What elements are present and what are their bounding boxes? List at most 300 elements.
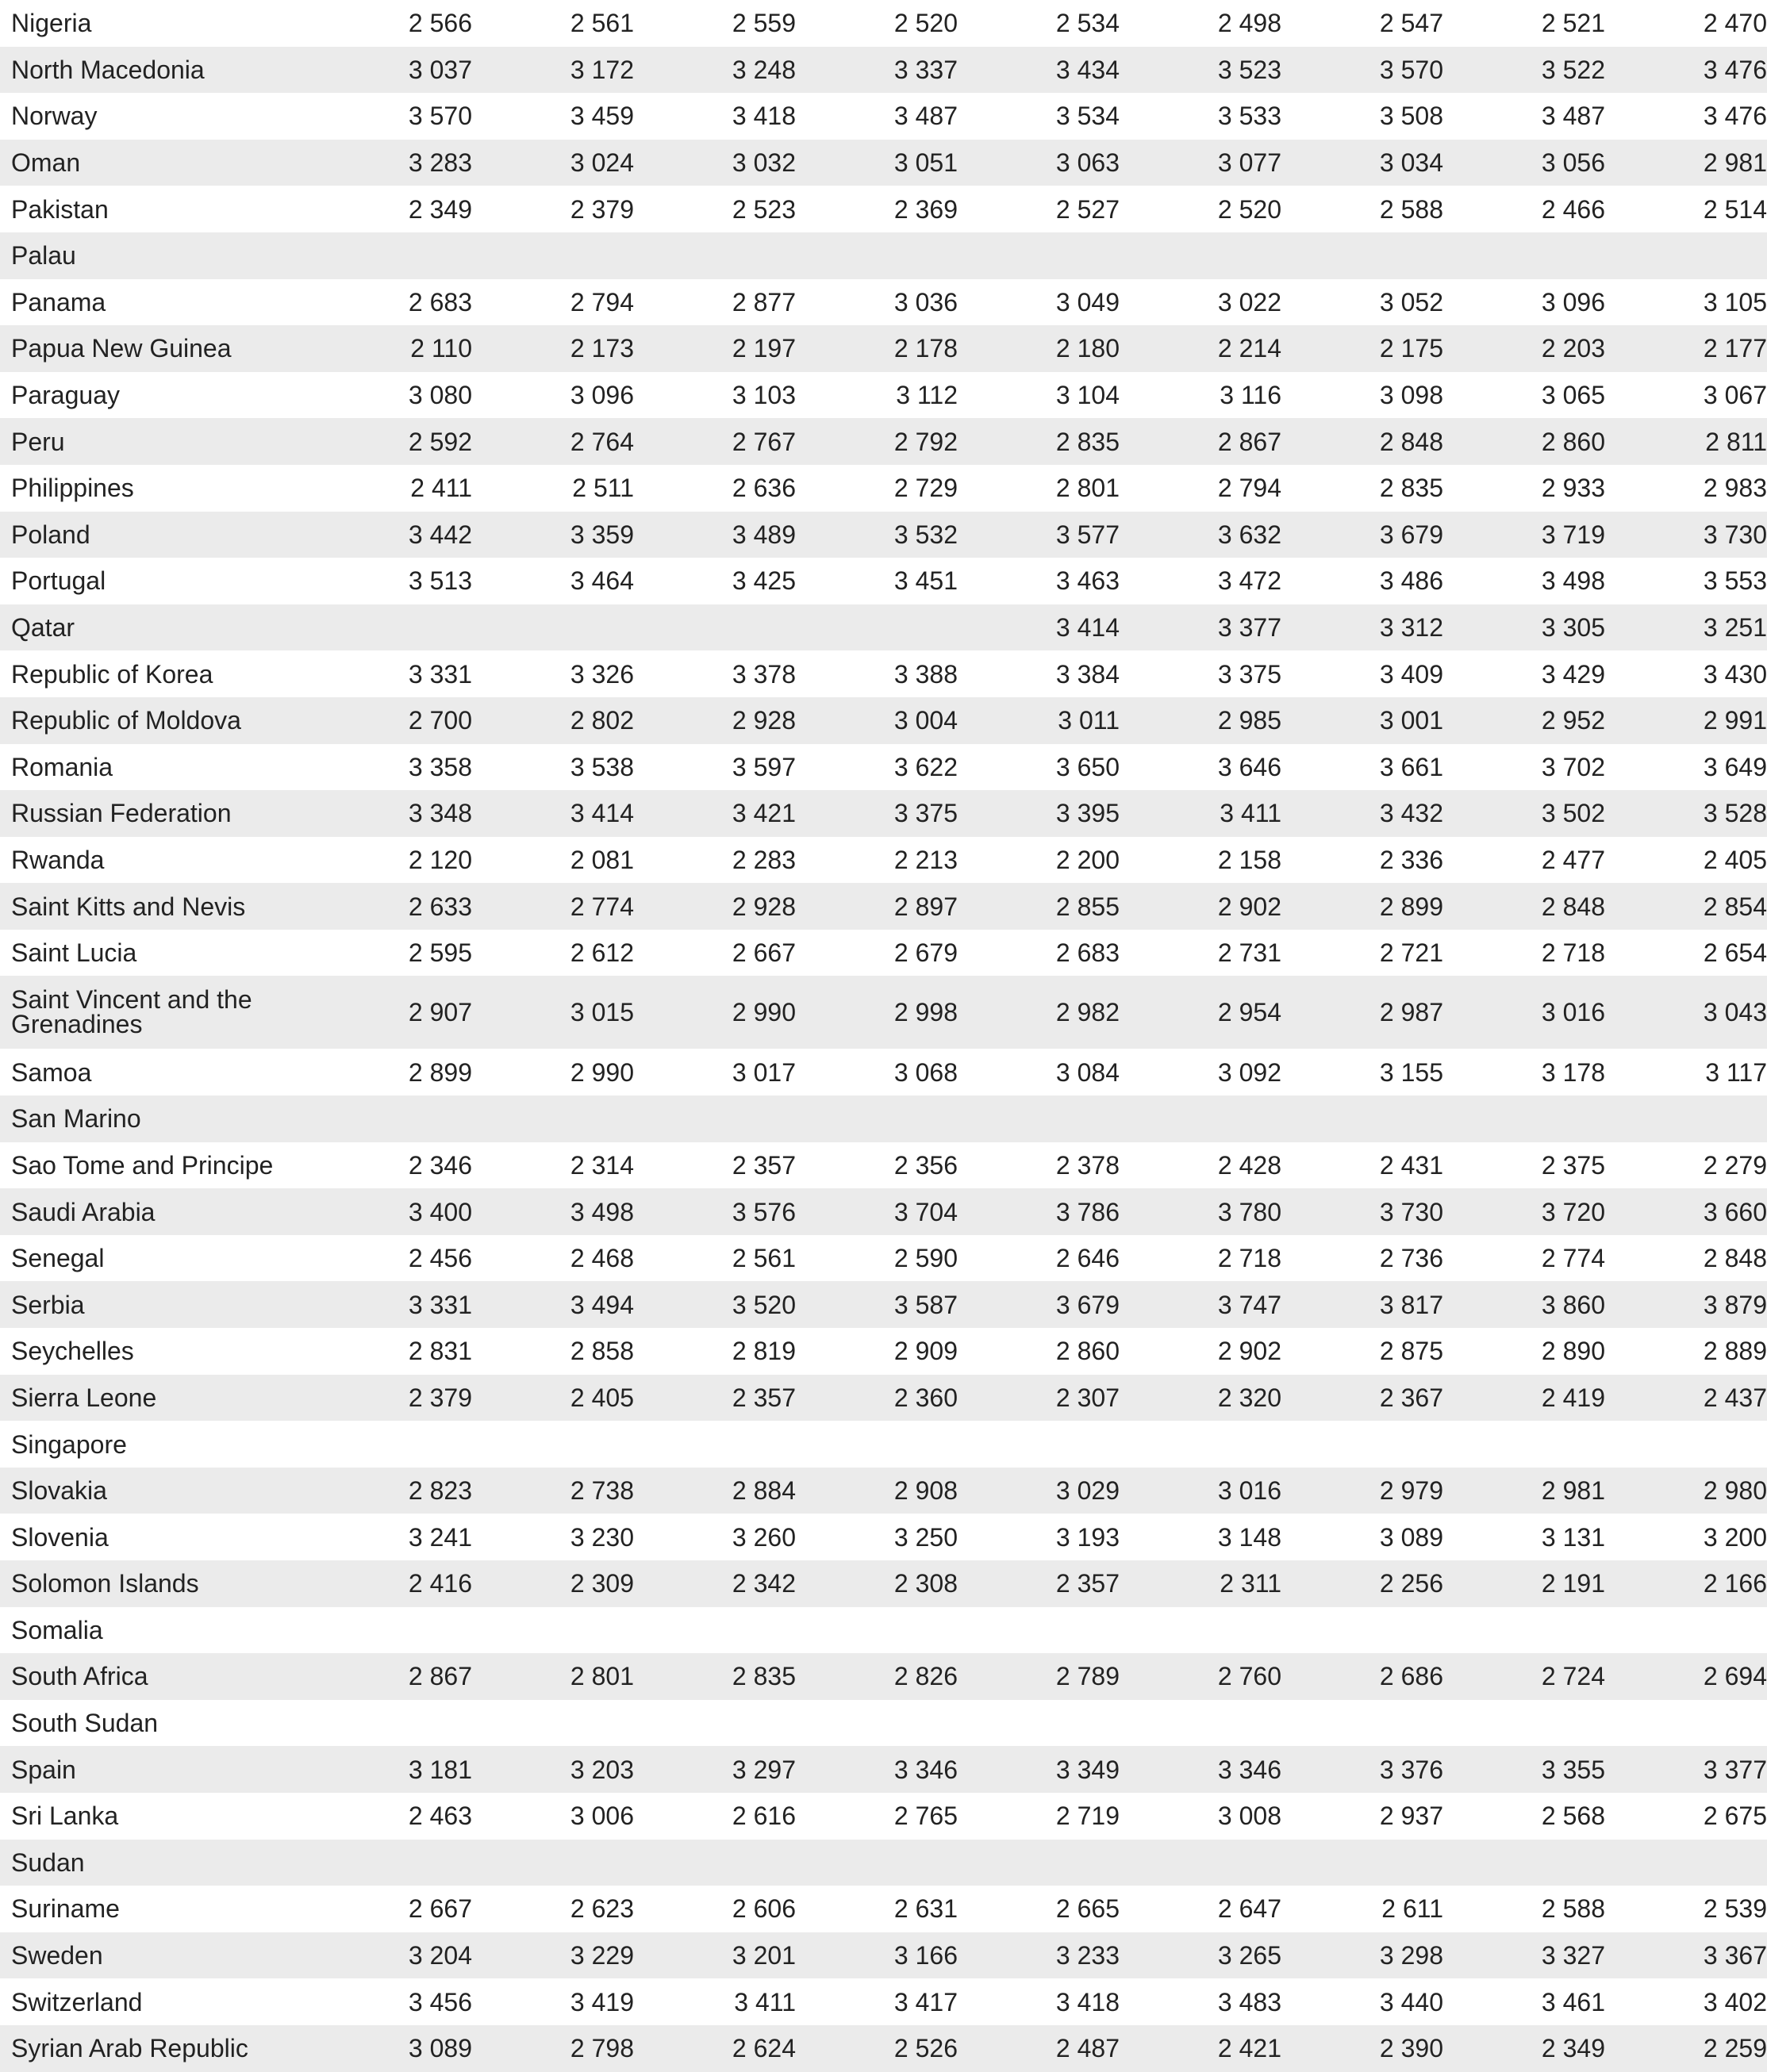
value-text: 3 432 (1379, 799, 1443, 828)
value-cell (1605, 512, 1767, 558)
value-text: 2 860 (1541, 427, 1605, 456)
value-cell (958, 558, 1120, 604)
value-text: 3 117 (1705, 1057, 1767, 1087)
value-cell (1281, 1421, 1443, 1468)
value-cell (1281, 837, 1443, 884)
value-cell (958, 232, 1120, 279)
value-cell (472, 0, 634, 47)
value-cell (958, 2025, 1120, 2072)
value-cell (1443, 325, 1605, 372)
value-text: 2 405 (570, 1383, 634, 1412)
value-cell (310, 1607, 472, 1654)
country-cell: Saint Lucia (0, 930, 310, 977)
value-text: 2 588 (1379, 194, 1443, 224)
value-cell (796, 1235, 958, 1282)
value-text: 3 104 (1055, 381, 1120, 410)
value-text: 2 283 (732, 845, 796, 874)
country-cell: Paraguay (0, 372, 310, 419)
value-text: 2 561 (732, 1244, 796, 1273)
country-cell: Spain (0, 1746, 310, 1793)
table-row (0, 837, 1767, 884)
value-cell (958, 0, 1120, 47)
value-text: 3 538 (570, 752, 634, 781)
value-cell (1281, 325, 1443, 372)
value-cell (472, 325, 634, 372)
value-cell (472, 1700, 634, 1747)
value-cell (634, 1188, 796, 1235)
value-cell (1120, 140, 1281, 186)
value-cell (1443, 418, 1605, 465)
value-cell (472, 1049, 634, 1095)
value-cell (310, 837, 472, 884)
value-text: 2 718 (1217, 1244, 1281, 1273)
value-cell (1605, 418, 1767, 465)
value-text: 2 792 (893, 427, 958, 456)
value-text: 3 312 (1379, 613, 1443, 643)
value-text: 2 890 (1541, 1337, 1605, 1366)
value-cell (472, 279, 634, 326)
value-cell (1443, 1560, 1605, 1607)
value-text: 2 854 (1703, 892, 1767, 921)
value-cell (1120, 697, 1281, 744)
value-text: 2 428 (1217, 1150, 1281, 1180)
value-text: 2 514 (1703, 194, 1767, 224)
value-cell (310, 1328, 472, 1375)
value-cell (310, 512, 472, 558)
value-text: 2 437 (1703, 1383, 1767, 1412)
value-cell (796, 1328, 958, 1375)
value-text: 2 867 (408, 1662, 472, 1691)
value-cell (1120, 465, 1281, 512)
value-cell (1281, 1328, 1443, 1375)
value-cell (796, 1514, 958, 1560)
value-cell (1281, 1932, 1443, 1979)
value-cell (1120, 1188, 1281, 1235)
value-text: 2 421 (1217, 2034, 1281, 2063)
value-text: 2 823 (408, 1476, 472, 1506)
value-cell (1120, 1793, 1281, 1840)
value-cell (310, 1840, 472, 1886)
value-cell (958, 837, 1120, 884)
value-text: 2 214 (1217, 334, 1281, 363)
value-text: 2 213 (893, 845, 958, 874)
value-text: 2 256 (1379, 1569, 1443, 1598)
value-cell (958, 1421, 1120, 1468)
value-cell (472, 883, 634, 930)
value-cell (634, 1607, 796, 1654)
value-cell (796, 1932, 958, 1979)
value-text: 2 667 (408, 1894, 472, 1924)
value-text: 2 367 (1379, 1383, 1443, 1412)
table-row (0, 93, 1767, 140)
value-cell (1443, 1840, 1605, 1886)
value-text: 2 307 (1055, 1383, 1120, 1412)
value-cell (1605, 1142, 1767, 1189)
value-text: 2 523 (732, 194, 796, 224)
value-cell (634, 790, 796, 837)
value-text: 3 375 (893, 799, 958, 828)
country-cell: Sweden (0, 1932, 310, 1979)
value-cell (1281, 697, 1443, 744)
value-text: 2 158 (1217, 845, 1281, 874)
value-text: 2 360 (893, 1383, 958, 1412)
value-cell (1120, 1746, 1281, 1793)
value-cell (634, 1700, 796, 1747)
value-cell (1443, 1886, 1605, 1932)
value-text: 3 483 (1217, 1987, 1281, 2016)
value-text: 3 052 (1379, 287, 1443, 317)
value-text: 2 526 (893, 2034, 958, 2063)
value-cell (1443, 930, 1605, 977)
country-cell: Nigeria (0, 0, 310, 47)
value-text: 2 765 (893, 1801, 958, 1831)
value-text: 3 378 (732, 659, 796, 689)
value-cell (1281, 1375, 1443, 1422)
value-cell (796, 1653, 958, 1700)
value-text: 3 084 (1055, 1057, 1120, 1087)
value-cell (1443, 1421, 1605, 1468)
country-cell: Sierra Leone (0, 1375, 310, 1422)
table-row (0, 1468, 1767, 1514)
country-cell: Palau (0, 232, 310, 279)
value-text: 3 067 (1703, 381, 1767, 410)
value-cell (634, 976, 796, 1049)
value-cell (634, 697, 796, 744)
value-text: 2 718 (1541, 938, 1605, 968)
value-text: 3 051 (893, 148, 958, 178)
value-text: 2 700 (408, 706, 472, 735)
value-cell (634, 140, 796, 186)
value-cell (958, 1886, 1120, 1932)
country-cell: Rwanda (0, 837, 310, 884)
value-cell (472, 1281, 634, 1328)
value-cell (1443, 2025, 1605, 2072)
value-text: 2 311 (1220, 1569, 1281, 1598)
value-text: 3 587 (893, 1290, 958, 1319)
value-cell (1605, 604, 1767, 651)
value-cell (310, 744, 472, 791)
value-cell (1443, 1375, 1605, 1422)
value-text: 3 015 (570, 998, 634, 1027)
value-cell (796, 186, 958, 232)
value-cell (310, 1653, 472, 1700)
table-row (0, 697, 1767, 744)
value-cell (1605, 1746, 1767, 1793)
value-text: 3 456 (408, 1987, 472, 2016)
value-cell (634, 744, 796, 791)
value-text: 2 369 (893, 194, 958, 224)
value-text: 3 649 (1703, 752, 1767, 781)
value-text: 3 476 (1703, 102, 1767, 131)
value-cell (310, 186, 472, 232)
value-text: 2 899 (408, 1057, 472, 1087)
value-cell (958, 1328, 1120, 1375)
value-cell (1120, 1840, 1281, 1886)
value-text: 2 411 (410, 474, 472, 503)
value-cell (1605, 1468, 1767, 1514)
value-text: 3 817 (1379, 1290, 1443, 1319)
value-cell (1281, 1468, 1443, 1514)
country-cell: South Africa (0, 1653, 310, 1700)
value-cell (1281, 1840, 1443, 1886)
value-cell (310, 1095, 472, 1142)
value-cell (1605, 1514, 1767, 1560)
value-text: 3 502 (1541, 799, 1605, 828)
value-text: 3 704 (893, 1197, 958, 1226)
value-text: 2 990 (570, 1057, 634, 1087)
value-cell (310, 1932, 472, 1979)
value-text: 3 747 (1217, 1290, 1281, 1319)
value-cell (310, 1700, 472, 1747)
value-cell (1281, 790, 1443, 837)
value-cell (1605, 1607, 1767, 1654)
value-cell (310, 1560, 472, 1607)
value-cell (310, 650, 472, 697)
value-text: 3 001 (1379, 706, 1443, 735)
value-cell (310, 930, 472, 977)
value-text: 2 346 (408, 1150, 472, 1180)
value-cell (958, 604, 1120, 651)
value-text: 2 390 (1379, 2034, 1443, 2063)
country-cell: Portugal (0, 558, 310, 604)
value-text: 3 553 (1703, 566, 1767, 596)
value-text: 3 632 (1217, 520, 1281, 549)
value-text: 3 719 (1541, 520, 1605, 549)
value-text: 3 430 (1703, 659, 1767, 689)
value-cell (472, 930, 634, 977)
value-text: 2 767 (732, 427, 796, 456)
value-text: 3 089 (408, 2034, 472, 2063)
value-cell (310, 325, 472, 372)
value-cell (472, 47, 634, 94)
value-cell (1443, 790, 1605, 837)
value-text: 2 342 (732, 1569, 796, 1598)
table-row (0, 279, 1767, 326)
value-cell (1605, 465, 1767, 512)
value-cell (1120, 976, 1281, 1049)
table-row (0, 790, 1767, 837)
value-cell (1443, 512, 1605, 558)
table-row (0, 650, 1767, 697)
value-text: 3 388 (893, 659, 958, 689)
value-cell (1443, 0, 1605, 47)
value-text: 3 597 (732, 752, 796, 781)
value-text: 3 464 (570, 566, 634, 596)
value-text: 3 498 (1541, 566, 1605, 596)
value-text: 3 523 (1217, 55, 1281, 84)
value-cell (1443, 744, 1605, 791)
value-cell (472, 372, 634, 419)
table-row (0, 558, 1767, 604)
value-cell (472, 186, 634, 232)
value-text: 3 414 (1055, 613, 1120, 643)
value-text: 2 736 (1379, 1244, 1443, 1273)
value-cell (958, 976, 1120, 1049)
value-text: 3 780 (1217, 1197, 1281, 1226)
value-cell (634, 1281, 796, 1328)
value-cell (1605, 558, 1767, 604)
table-row (0, 1095, 1767, 1142)
value-text: 2 647 (1217, 1894, 1281, 1924)
value-cell (472, 1932, 634, 1979)
value-cell (958, 47, 1120, 94)
value-cell (1281, 0, 1443, 47)
value-text: 2 654 (1703, 938, 1767, 968)
value-text: 3 346 (1217, 1755, 1281, 1784)
value-cell (1281, 1188, 1443, 1235)
value-cell (472, 232, 634, 279)
value-cell (796, 1607, 958, 1654)
value-text: 2 520 (1217, 194, 1281, 224)
value-text: 2 633 (408, 892, 472, 921)
country-cell: Poland (0, 512, 310, 558)
country-cell: Solomon Islands (0, 1560, 310, 1607)
value-text: 2 679 (893, 938, 958, 968)
country-cell: Slovenia (0, 1514, 310, 1560)
value-text: 2 979 (1379, 1476, 1443, 1506)
value-cell (1281, 976, 1443, 1049)
value-text: 3 034 (1379, 148, 1443, 178)
value-cell (1120, 1328, 1281, 1375)
value-cell (472, 558, 634, 604)
value-cell (1605, 1375, 1767, 1422)
value-text: 2 375 (1541, 1150, 1605, 1180)
value-cell (1281, 883, 1443, 930)
value-cell (1281, 186, 1443, 232)
table-row (0, 186, 1767, 232)
value-cell (472, 790, 634, 837)
country-cell: Peru (0, 418, 310, 465)
value-text: 2 590 (893, 1244, 958, 1273)
value-cell (796, 0, 958, 47)
value-text: 3 229 (570, 1941, 634, 1970)
value-cell (958, 372, 1120, 419)
value-cell (1443, 1793, 1605, 1840)
value-text: 2 431 (1379, 1150, 1443, 1180)
value-text: 2 801 (570, 1662, 634, 1691)
value-text: 3 241 (408, 1522, 472, 1552)
value-cell (634, 2025, 796, 2072)
value-text: 2 349 (408, 194, 472, 224)
value-cell (634, 465, 796, 512)
value-cell (472, 976, 634, 1049)
value-cell (634, 186, 796, 232)
value-text: 2 729 (893, 474, 958, 503)
value-cell (310, 1188, 472, 1235)
value-cell (1120, 883, 1281, 930)
value-text: 2 616 (732, 1801, 796, 1831)
value-text: 3 105 (1703, 287, 1767, 317)
value-cell (1443, 697, 1605, 744)
value-cell (958, 650, 1120, 697)
value-cell (1281, 1700, 1443, 1747)
value-cell (310, 1049, 472, 1095)
value-text: 3 148 (1217, 1522, 1281, 1552)
value-text: 3 029 (1055, 1476, 1120, 1506)
value-text: 2 801 (1055, 474, 1120, 503)
value-text: 2 203 (1541, 334, 1605, 363)
value-text: 3 425 (732, 566, 796, 596)
country-cell: South Sudan (0, 1700, 310, 1747)
value-cell (472, 1235, 634, 1282)
value-cell (1120, 1886, 1281, 1932)
value-cell (310, 47, 472, 94)
value-cell (1605, 1281, 1767, 1328)
value-cell (472, 604, 634, 651)
value-cell (1443, 1328, 1605, 1375)
value-cell (1605, 1188, 1767, 1235)
value-cell (1443, 1142, 1605, 1189)
value-text: 2 987 (1379, 998, 1443, 1027)
value-cell (1443, 186, 1605, 232)
value-cell (1605, 650, 1767, 697)
value-cell (634, 1932, 796, 1979)
value-text: 2 907 (408, 998, 472, 1027)
value-text: 2 120 (408, 845, 472, 874)
value-cell (634, 1235, 796, 1282)
country-cell: Suriname (0, 1886, 310, 1932)
value-text: 3 006 (570, 1801, 634, 1831)
value-text: 2 588 (1541, 1894, 1605, 1924)
table-row (0, 465, 1767, 512)
value-cell (1120, 1095, 1281, 1142)
value-cell (1443, 1235, 1605, 1282)
country-cell: Saint Kitts and Nevis (0, 883, 310, 930)
value-cell (1443, 372, 1605, 419)
value-text: 2 568 (1541, 1801, 1605, 1831)
value-cell (796, 1978, 958, 2025)
value-text: 2 173 (570, 334, 634, 363)
value-cell (958, 1468, 1120, 1514)
value-text: 2 357 (732, 1150, 796, 1180)
value-cell (1605, 790, 1767, 837)
value-text: 3 096 (1541, 287, 1605, 317)
value-text: 3 193 (1055, 1522, 1120, 1552)
value-cell (634, 1421, 796, 1468)
value-cell (1605, 837, 1767, 884)
value-cell (1605, 1978, 1767, 2025)
value-text: 2 320 (1217, 1383, 1281, 1412)
value-cell (1443, 1468, 1605, 1514)
value-cell (1120, 47, 1281, 94)
value-text: 3 166 (893, 1941, 958, 1970)
value-text: 2 511 (572, 474, 634, 503)
value-text: 3 004 (893, 706, 958, 735)
value-cell (1120, 1468, 1281, 1514)
value-text: 3 349 (1055, 1755, 1120, 1784)
value-cell (1443, 1607, 1605, 1654)
value-text: 3 400 (408, 1197, 472, 1226)
value-text: 2 724 (1541, 1662, 1605, 1691)
value-cell (1120, 837, 1281, 884)
table-row (0, 1978, 1767, 2025)
value-text: 2 721 (1379, 938, 1443, 968)
value-cell (796, 1468, 958, 1514)
value-text: 2 937 (1379, 1801, 1443, 1831)
value-text: 3 103 (732, 381, 796, 410)
value-text: 3 532 (893, 520, 958, 549)
value-text: 2 606 (732, 1894, 796, 1924)
value-cell (310, 883, 472, 930)
value-cell (634, 1653, 796, 1700)
value-text: 2 811 (1705, 427, 1767, 456)
value-cell (796, 650, 958, 697)
value-cell (1605, 697, 1767, 744)
value-text: 3 730 (1379, 1197, 1443, 1226)
value-cell (472, 1560, 634, 1607)
value-cell (1120, 1375, 1281, 1422)
value-cell (796, 1095, 958, 1142)
